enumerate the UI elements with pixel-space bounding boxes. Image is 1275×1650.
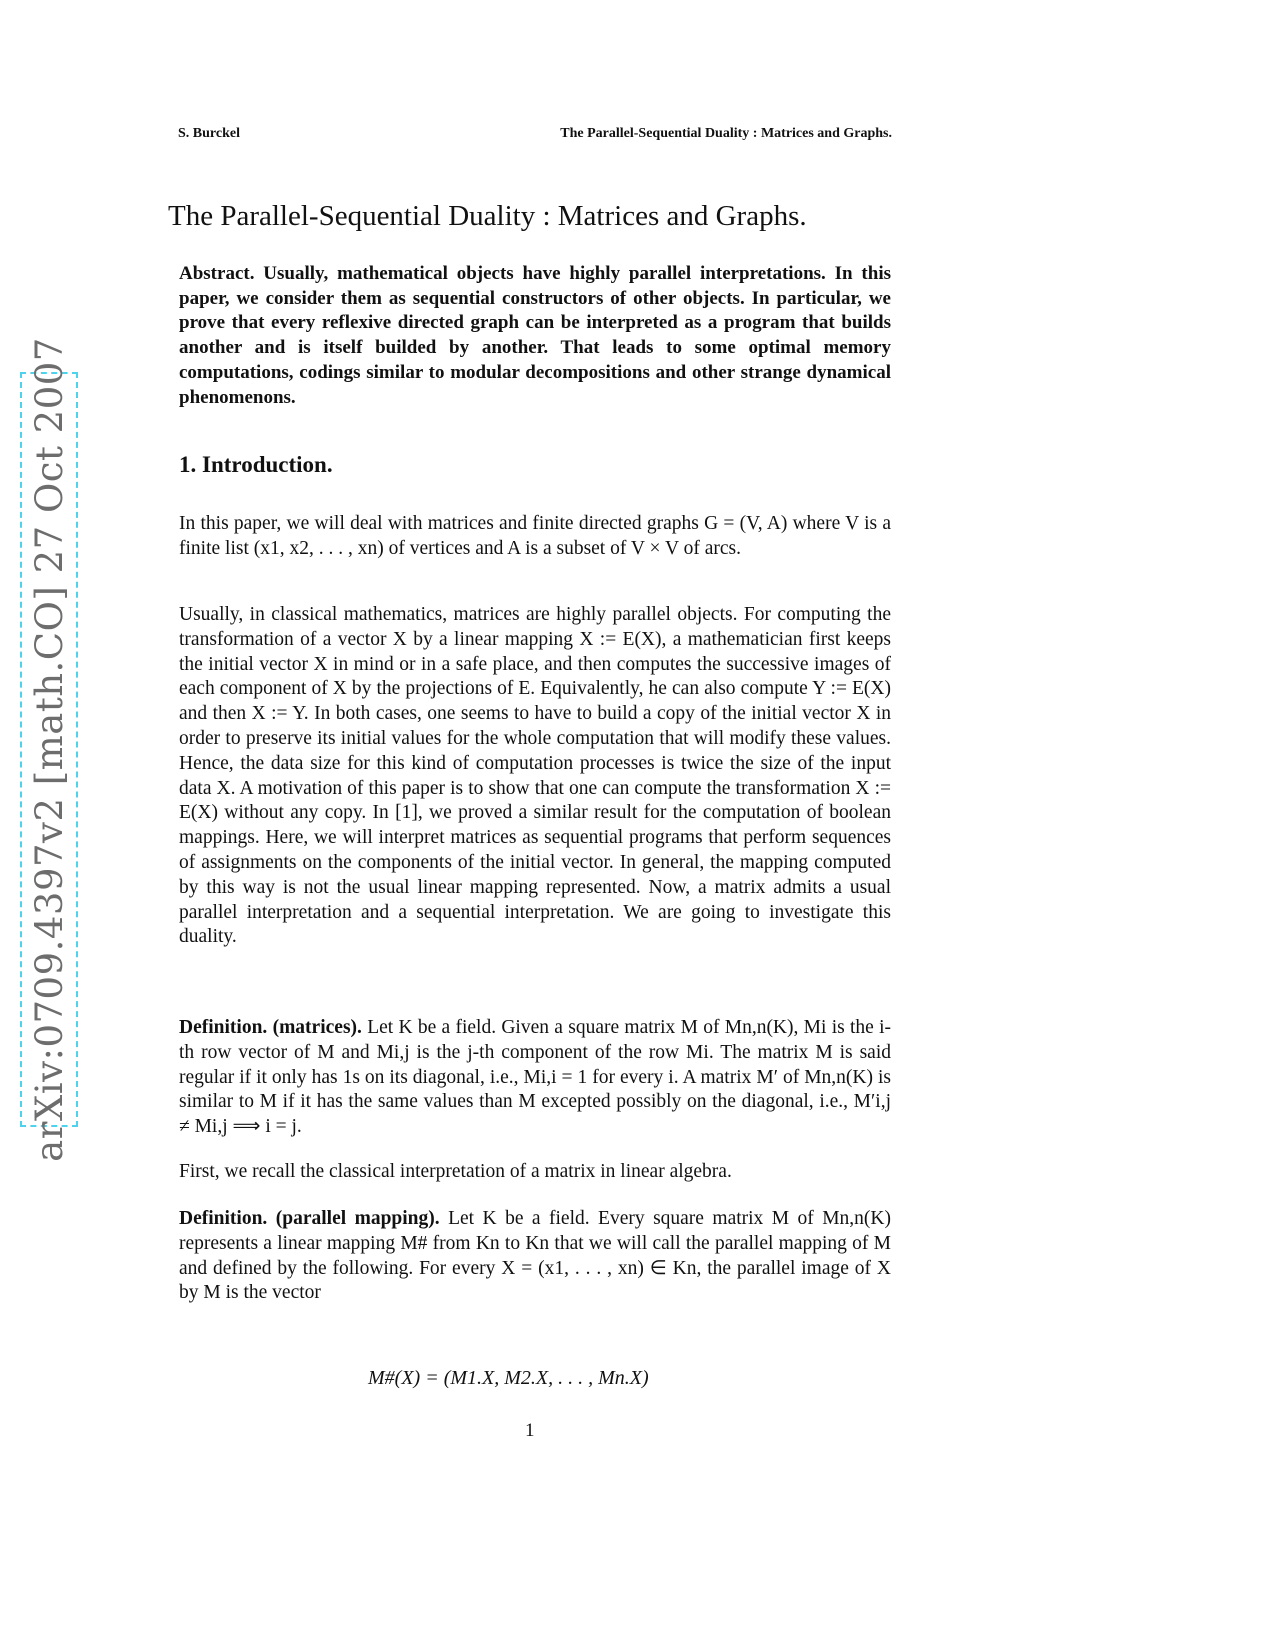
definition-parallel-text: Let K be a field. Every square matrix M of Mn,n(K) represents a linear mapping M# from Kn to Kn that we will call the parallel mapping of M and defined by the following. For every X = (x1, . . . , xn) ∈ Kn, the parallel image of X by M is the vector	[179, 1208, 891, 1304]
paragraph-intro: In this paper, we will deal with matrices and finite directed graphs G = (V, A) where V is a finite list (x1, x2, . . . , xn) of vertices and A is a subset of V × V of arcs.	[179, 513, 891, 559]
abstract: Abstract. Usually, mathematical objects have highly parallel interpretations. In this paper, we consider them as sequential constructors of other objects. In particular, we prove that every reflexive directed graph can be interpreted as a program that builds another and is itself builded by another. That leads to some optimal memory computations, codings similar to modular decompositions and other strange dynamical phenomenons.	[179, 263, 891, 408]
arxiv-identifier-text: arXiv:0709.4397v2 [math.CO] 27 Oct 2007	[27, 337, 71, 1162]
running-header	[178, 126, 892, 142]
definition-matrices-label: Definition. (matrices).	[179, 1017, 362, 1038]
definition-matrices-text: Let K be a field. Given a square matrix M of Mn,n(K), Mi is the i-th row vector of M and Mi,j is the j-th component of the row Mi. The matrix M is said regular if it only has 1s on its diagonal, i.e., Mi,i = 1 for every i. A matrix M′ of Mn,n(K) is similar to M if it has the same values than M excepted possibly on the diagonal, i.e., M′i,j ≠ Mi,j ⟹ i = j.	[179, 1017, 892, 1138]
header-author: S. Burckel	[178, 126, 240, 141]
section-heading: 1. Introduction.	[179, 452, 333, 477]
display-formula: M#(X) = (M1.X, M2.X, . . . , Mn.X)	[368, 1367, 649, 1389]
paragraph-recall: First, we recall the classical interpretation of a matrix in linear algebra.	[179, 1161, 732, 1182]
definition-parallel-mapping	[179, 1207, 891, 1306]
arxiv-identifier-stamp	[20, 337, 78, 1162]
paragraph-motivation: Usually, in classical mathematics, matrices are highly parallel objects. For computing the transformation of a vector X by a linear mapping X := E(X), a mathematician first keeps the initial vector X in mind or in a safe place, and then computes the successive images of each component of X by the projections of E. Equivalently, he can also compute Y := E(X) and then X := Y. In both cases, one seems to have to build a copy of the initial vector X in order to preserve its initial values for the whole computation that will modify these values. Hence, the data size for this kind of computation processes is twice the size of the input data X. A motivation of this paper is to show that one can compute the transformation X := E(X) without any copy. In [1], we proved a similar result for the computation of boolean mappings. Here, we will interpret matrices as sequential programs that perform sequences of assignments on the components of the initial vector. In general, the mapping computed by this way is not the usual linear mapping represented. Now, a matrix admits a usual parallel interpretation and a sequential interpretation. We are going to investigate this duality.	[179, 604, 891, 948]
header-running-title: The Parallel-Sequential Duality : Matrices and Graphs.	[560, 126, 892, 141]
paper-title: The Parallel-Sequential Duality : Matrices and Graphs.	[168, 200, 807, 232]
page-number: 1	[525, 1420, 535, 1441]
definition-parallel-label: Definition. (parallel mapping).	[179, 1208, 440, 1229]
definition-matrices	[179, 1016, 891, 1140]
